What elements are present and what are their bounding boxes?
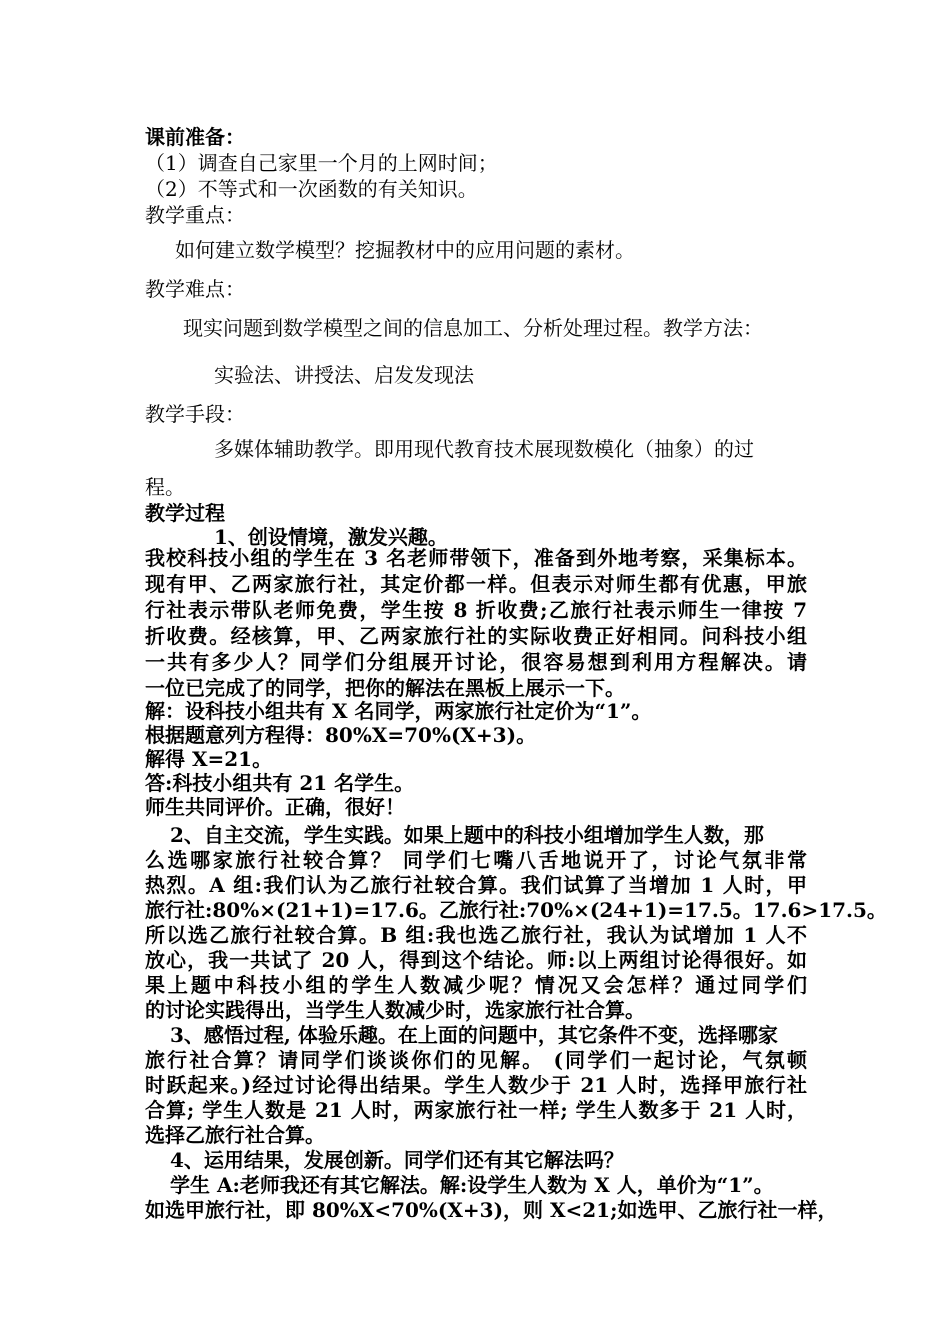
section-2-line: 旅行社:80%×(21+1)=17.6。乙旅行社:70%×(24+1)=17.5。17.6>17.5。 bbox=[145, 898, 887, 922]
prep-heading: 课前准备： bbox=[145, 125, 245, 149]
section-3-first-text: 在上面的问题中，其它条件不变，选择哪家 bbox=[397, 1023, 778, 1047]
section-4-first-line bbox=[170, 1147, 624, 1173]
means-text-line-2: 程。 bbox=[145, 475, 185, 499]
prep-item-1: （1）调查自己家里一个月的上网时间； bbox=[145, 151, 498, 175]
difficulty-heading: 教学难点： bbox=[145, 277, 245, 301]
section-3-line: 时跃起来。)经过讨论得出结果。学生人数少于 21 人时，选择甲旅行社 bbox=[145, 1073, 807, 1097]
solution-line: 根据题意列方程得：80%X=70%(X+3)。 bbox=[145, 723, 537, 747]
section-2-line: 放心，我一共试了 20 人，得到这个结论。师:以上两组讨论得很好。如 bbox=[145, 948, 807, 972]
process-heading: 教学过程 bbox=[145, 501, 225, 525]
section-4-first-text: 同学们还有其它解法吗？ bbox=[403, 1148, 624, 1172]
section-1-line: 我校科技小组的学生在 3 名老师带领下，准备到外地考察，采集标本。 bbox=[145, 546, 807, 570]
focus-heading: 教学重点： bbox=[145, 203, 245, 227]
section-1-line: 一位已完成了的同学，把你的解法在黑板上展示一下。 bbox=[145, 676, 625, 700]
section-1-line: 一共有多少人？同学们分组展开讨论，很容易想到利用方程解决。请 bbox=[145, 650, 807, 674]
section-2-line: 的讨论实践得出，当学生人数减少时，选家旅行社合算。 bbox=[145, 998, 645, 1022]
section-3-title: 3、感悟过程, 体验乐趣。 bbox=[170, 1023, 398, 1047]
solution-line: 解：设科技小组共有 X 名同学，两家旅行社定价为“1”。 bbox=[145, 699, 652, 723]
solution-line: 解得 X=21。 bbox=[145, 747, 273, 771]
section-3-line: 合算; 学生人数是 21 人时，两家旅行社一样; 学生人数多于 21 人时， bbox=[145, 1098, 807, 1122]
means-heading: 教学手段： bbox=[145, 402, 245, 426]
prep-item-2: （2）不等式和一次函数的有关知识。 bbox=[145, 177, 478, 201]
section-3-line: 旅行社合算？请同学们谈谈你们的见解。 (同学们一起讨论，气氛顿 bbox=[145, 1048, 807, 1072]
section-2-title: 2、自主交流，学生实践。 bbox=[170, 823, 404, 847]
section-1-title: 1、创设情境，激发兴趣。 bbox=[214, 525, 448, 549]
section-1-line: 折收费。经核算，甲、乙两家旅行社的实际收费正好相同。问科技小组 bbox=[145, 624, 807, 648]
section-2-line: 所以选乙旅行社较合算。B 组:我也选乙旅行社，我认为试增加 1 人不 bbox=[145, 923, 807, 947]
section-1-line: 行社表示带队老师免费，学生按 8 折收费;乙旅行社表示师生一律按 7 bbox=[145, 598, 807, 622]
section-2-line: 果上题中科技小组的学生人数减少呢？情况又会怎样？通过同学们 bbox=[145, 973, 807, 997]
section-2-line: 热烈。A 组:我们认为乙旅行社较合算。我们试算了当增加 1 人时，甲 bbox=[145, 873, 807, 897]
difficulty-text: 现实问题到数学模型之间的信息加工、分析处理过程。教学方法： bbox=[183, 316, 763, 340]
solution-line: 答:科技小组共有 21 名学生。 bbox=[145, 771, 415, 795]
section-2-first-line bbox=[170, 822, 764, 848]
focus-text: 如何建立数学模型？挖掘教材中的应用问题的素材。 bbox=[175, 238, 635, 262]
section-3-line: 选择乙旅行社合算。 bbox=[145, 1123, 325, 1147]
section-4-line: 如选甲旅行社，即 80%X<70%(X+3)，则 X<21;如选甲、乙旅行社一样， bbox=[145, 1198, 838, 1222]
section-2-line: 么选哪家旅行社较合算？ 同学们七嘴八舌地说开了，讨论气氛非常 bbox=[145, 848, 807, 872]
section-4-line: 学生 A:老师我还有其它解法。解:设学生人数为 X 人，单价为“1”。 bbox=[170, 1173, 774, 1197]
methods-text: 实验法、讲授法、启发发现法 bbox=[214, 363, 474, 387]
section-4-title: 4、运用结果，发展创新。 bbox=[170, 1148, 404, 1172]
section-3-first-line bbox=[170, 1022, 778, 1048]
section-1-line: 现有甲、乙两家旅行社，其定价都一样。但表示对师生都有优惠，甲旅 bbox=[145, 572, 807, 596]
means-text-line-1: 多媒体辅助教学。即用现代教育技术展现数模化（抽象）的过 bbox=[214, 437, 754, 461]
section-2-first-text: 如果上题中的科技小组增加学生人数，那 bbox=[403, 823, 764, 847]
solution-line: 师生共同评价。正确，很好！ bbox=[145, 795, 405, 819]
